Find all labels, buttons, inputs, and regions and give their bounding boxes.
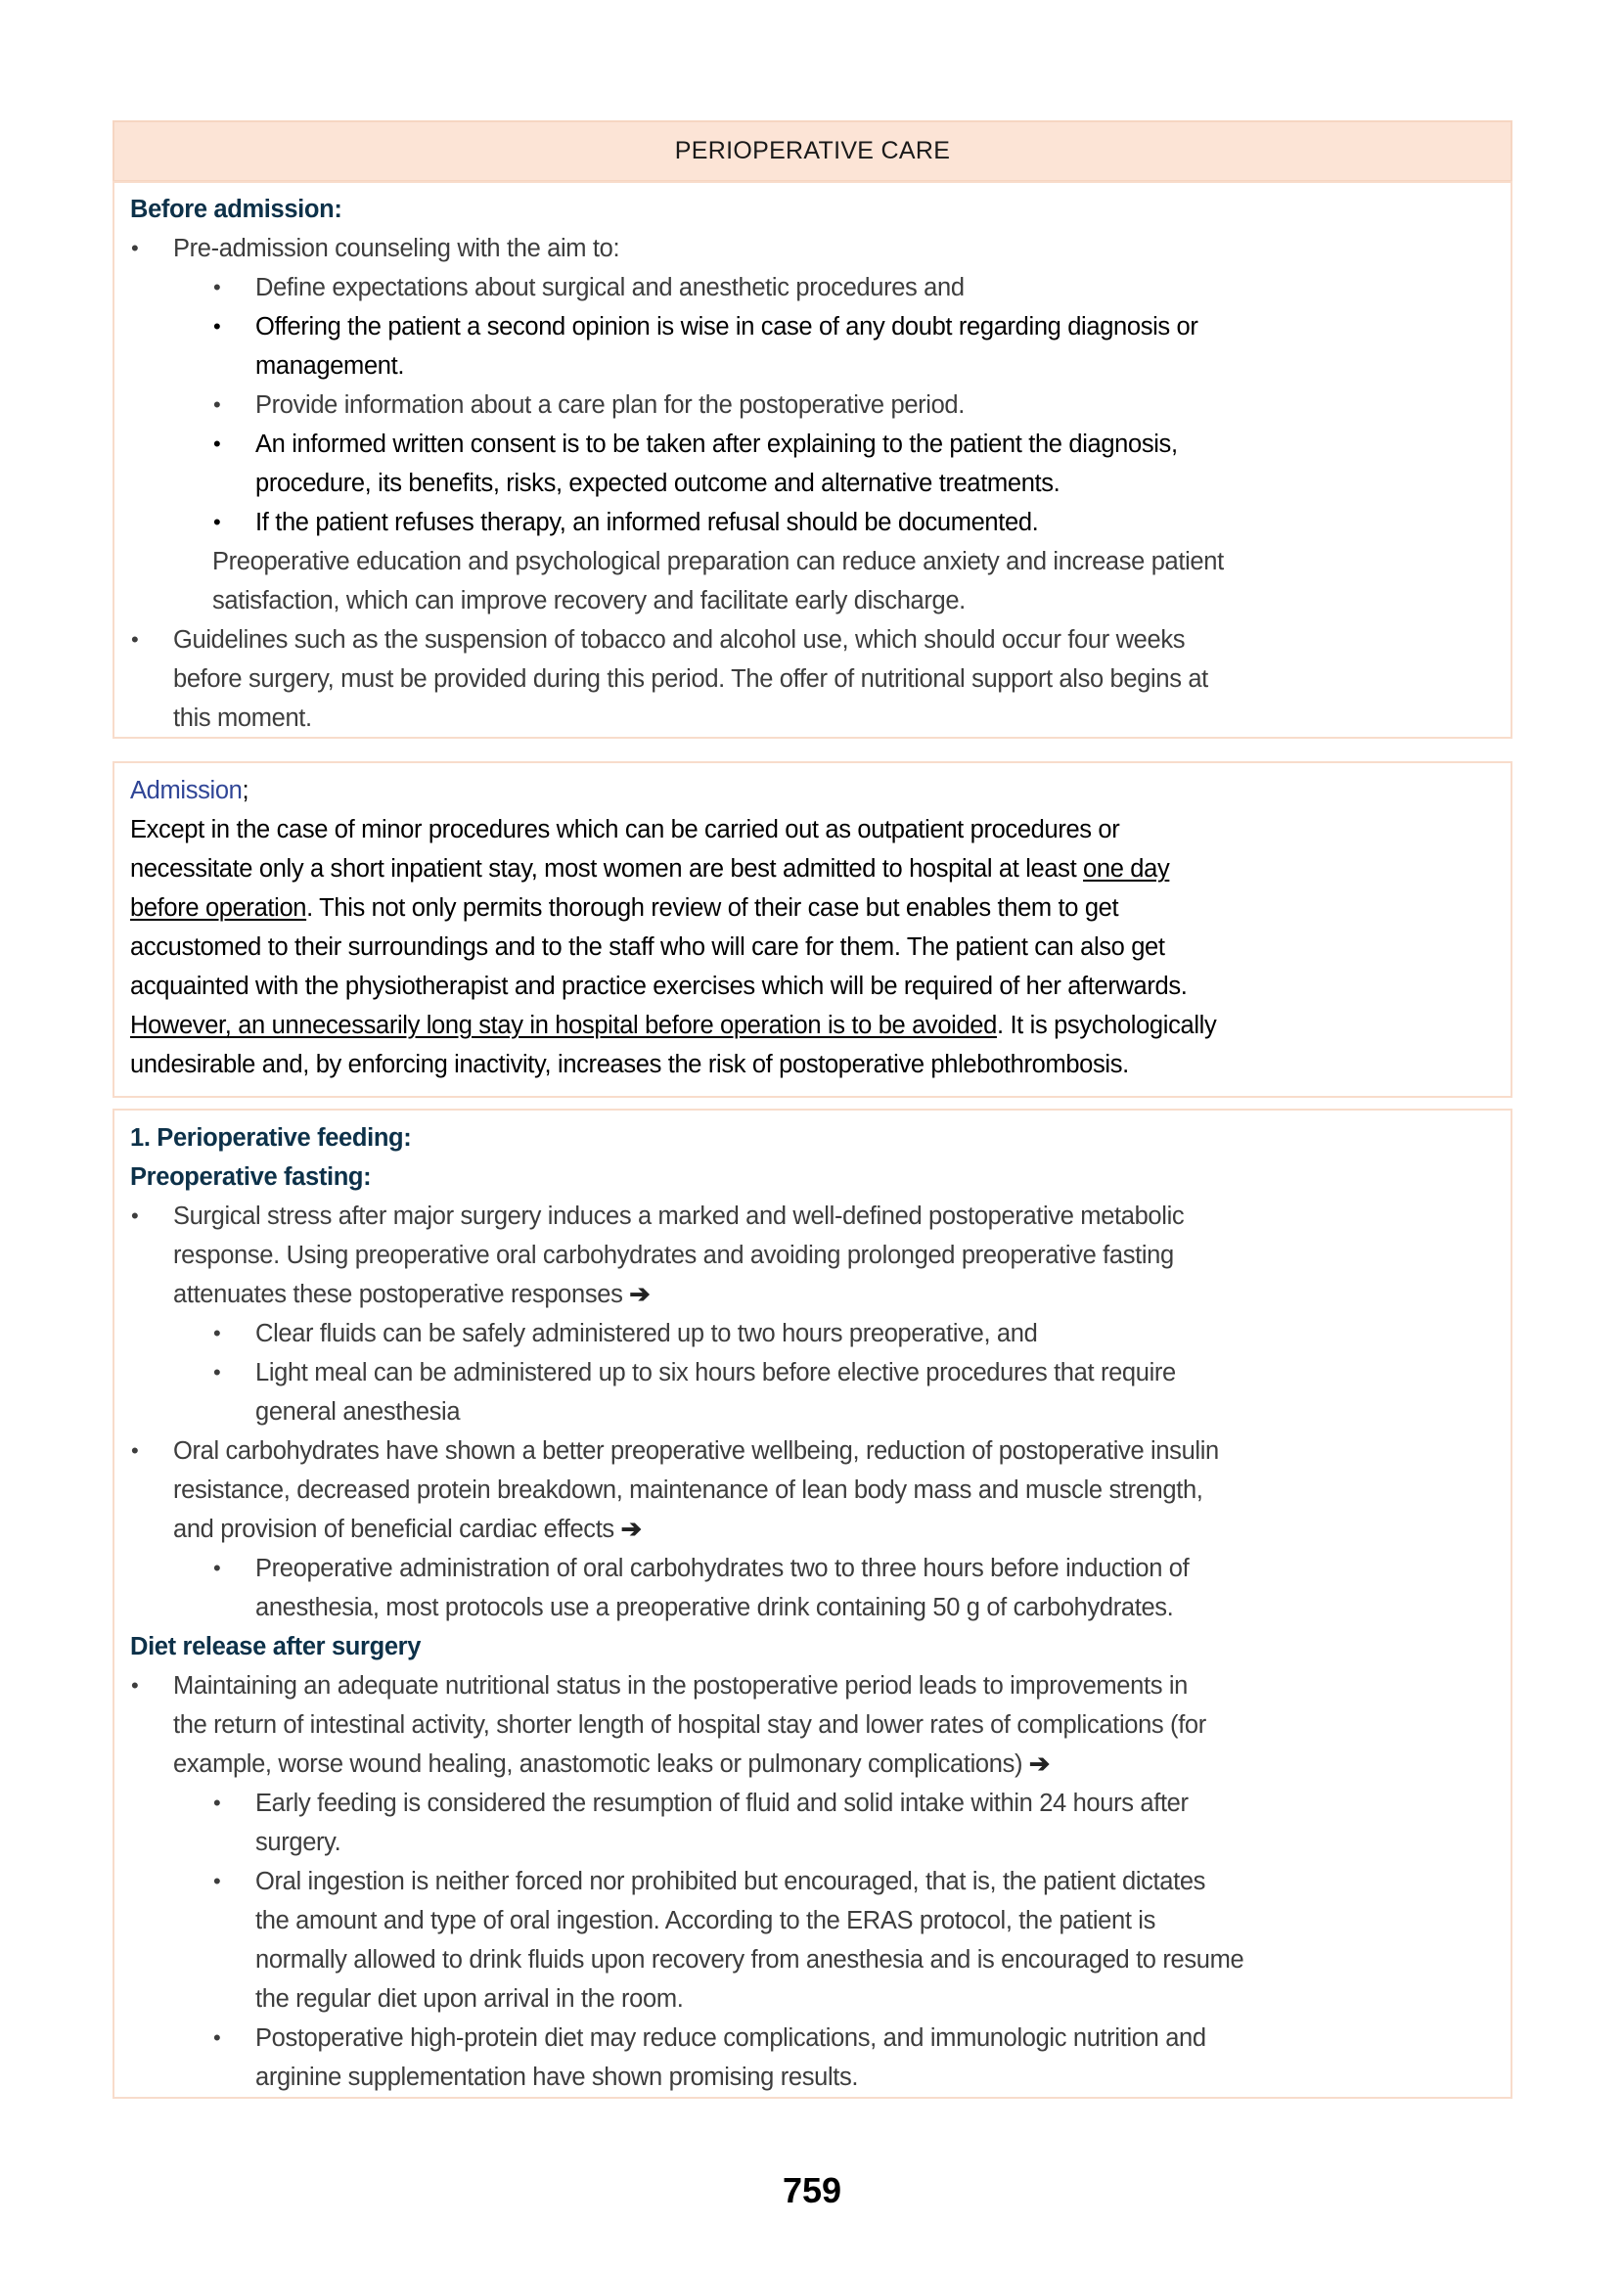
bullet-icon: • [213, 392, 221, 417]
admission-line: Except in the case of minor procedures which can be carried out as outpatient procedures or [130, 816, 1120, 843]
list-item-continued: response. Using preoperative oral carbohydrates and avoiding prolonged preoperative fasting [173, 1242, 1174, 1269]
list-item-continued: the amount and type of oral ingestion. According to the ERAS protocol, the patient is [255, 1907, 1156, 1934]
admission-text: necessitate only a short inpatient stay, most women are best admitted to hospital at least [130, 855, 1084, 883]
list-item-continued: procedure, its benefits, risks, expected outcome and alternative treatments. [255, 470, 1060, 497]
underlined-text: However, an unnecessarily long stay in hospital before operation is to be avoided [130, 1012, 997, 1039]
bullet-icon: • [131, 236, 139, 260]
feeding-heading: 1. Perioperative feeding: [130, 1124, 412, 1152]
admission-line: acquainted with the physiotherapist and practice exercises which will be required of her afterwards. [130, 973, 1188, 1000]
bullet-icon: • [213, 510, 221, 534]
page-number: 759 [782, 2170, 842, 2210]
section-title: PERIOPERATIVE CARE [674, 137, 951, 164]
underlined-text: before operation [130, 894, 307, 922]
list-item: Clear fluids can be safely administered up to two hours preoperative, and [255, 1320, 1038, 1347]
list-text: example, worse wound healing, anastomotic leaks or pulmonary complications) [173, 1750, 1023, 1778]
list-item: Define expectations about surgical and anesthetic procedures and [255, 274, 965, 301]
diet-release-heading: Diet release after surgery [130, 1633, 422, 1660]
bullet-icon: • [213, 431, 221, 456]
list-item-continued [173, 1275, 650, 1314]
bullet-icon: • [213, 1869, 221, 1893]
admission-line: accustomed to their surroundings and to the staff who will care for them. The patient can also get [130, 933, 1165, 961]
list-item: An informed written consent is to be taken after explaining to the patient the diagnosis, [255, 431, 1178, 458]
bullet-icon: • [131, 1438, 139, 1463]
underlined-text: one day [1083, 855, 1170, 883]
bullet-icon: • [213, 1556, 221, 1580]
note-paragraph: Preoperative education and psychological preparation can reduce anxiety and increase patient [212, 548, 1224, 575]
admission-text: . It is psychologically [996, 1012, 1217, 1039]
list-item: Oral carbohydrates have shown a better preoperative wellbeing, reduction of postoperative insulin [173, 1437, 1219, 1465]
list-item-continued: resistance, decreased protein breakdown, maintenance of lean body mass and muscle strength, [173, 1476, 1203, 1504]
bullet-icon: • [213, 1321, 221, 1345]
admission-line: undesirable and, by enforcing inactivity, increases the risk of postoperative phlebothrombosis. [130, 1051, 1129, 1078]
list-text: and provision of beneficial cardiac effects [173, 1516, 614, 1543]
list-item: Oral ingestion is neither forced nor prohibited but encouraged, that is, the patient dictates [255, 1868, 1206, 1895]
bullet-icon: • [213, 1360, 221, 1385]
arrow-right-icon: ➔ [629, 1281, 651, 1308]
admission-heading-punct: ; [242, 777, 249, 804]
before-admission-heading: Before admission: [130, 196, 342, 223]
list-item-continued: management. [255, 352, 405, 380]
bullet-icon: • [213, 2025, 221, 2050]
arrow-right-icon: ➔ [620, 1516, 642, 1543]
list-item: Preoperative administration of oral carbohydrates two to three hours before induction of [255, 1555, 1190, 1582]
list-item-continued: normally allowed to drink fluids upon recovery from anesthesia and is encouraged to resume [255, 1946, 1244, 1974]
bullet-icon: • [131, 1203, 139, 1228]
note-paragraph-continued: satisfaction, which can improve recovery and facilitate early discharge. [212, 587, 966, 614]
list-item-continued: the regular diet upon arrival in the room. [255, 1985, 684, 2013]
admission-heading [130, 771, 248, 810]
admission-line [130, 888, 1118, 928]
admission-line [130, 1006, 1216, 1045]
list-item-continued: arginine supplementation have shown promising results. [255, 2064, 859, 2091]
section-title-bar [113, 120, 1512, 182]
bullet-icon: • [213, 1791, 221, 1815]
admission-heading-text: Admission [130, 777, 243, 804]
bullet-icon: • [131, 627, 139, 652]
list-item: If the patient refuses therapy, an informed refusal should be documented. [255, 509, 1039, 536]
list-item-continued: the return of intestinal activity, shorter length of hospital stay and lower rates of complications (for [173, 1711, 1206, 1739]
list-item-continued [173, 1510, 642, 1549]
list-item: Pre-admission counseling with the aim to: [173, 235, 620, 262]
list-item: Provide information about a care plan for the postoperative period. [255, 391, 966, 419]
list-text: attenuates these postoperative responses [173, 1281, 623, 1308]
list-item: Early feeding is considered the resumption of fluid and solid intake within 24 hours after [255, 1790, 1189, 1817]
list-item-continued: this moment. [173, 704, 312, 732]
arrow-right-icon: ➔ [1028, 1750, 1050, 1778]
list-item: Maintaining an adequate nutritional status in the postoperative period leads to improvements in [173, 1672, 1188, 1700]
list-item: Postoperative high-protein diet may reduce complications, and immunologic nutrition and [255, 2024, 1206, 2052]
list-item-continued: surgery. [255, 1829, 341, 1856]
bullet-icon: • [131, 1673, 139, 1698]
list-item-continued: general anesthesia [255, 1398, 461, 1426]
list-item: Surgical stress after major surgery induces a marked and well-defined postoperative metabolic [173, 1203, 1185, 1230]
bullet-icon: • [213, 275, 221, 299]
list-item-continued: anesthesia, most protocols use a preoperative drink containing 50 g of carbohydrates. [255, 1594, 1174, 1621]
admission-text: . This not only permits thorough review of their case but enables them to get [306, 894, 1119, 922]
list-item-continued: before surgery, must be provided during this period. The offer of nutritional support also begins at [173, 665, 1208, 693]
admission-line [130, 849, 1169, 888]
list-item-continued [173, 1745, 1050, 1784]
fasting-heading: Preoperative fasting: [130, 1163, 372, 1191]
list-item: Guidelines such as the suspension of tobacco and alcohol use, which should occur four weeks [173, 626, 1186, 654]
list-item: Offering the patient a second opinion is wise in case of any doubt regarding diagnosis or [255, 313, 1198, 340]
list-item: Light meal can be administered up to six hours before elective procedures that require [255, 1359, 1176, 1386]
bullet-icon: • [213, 314, 221, 339]
